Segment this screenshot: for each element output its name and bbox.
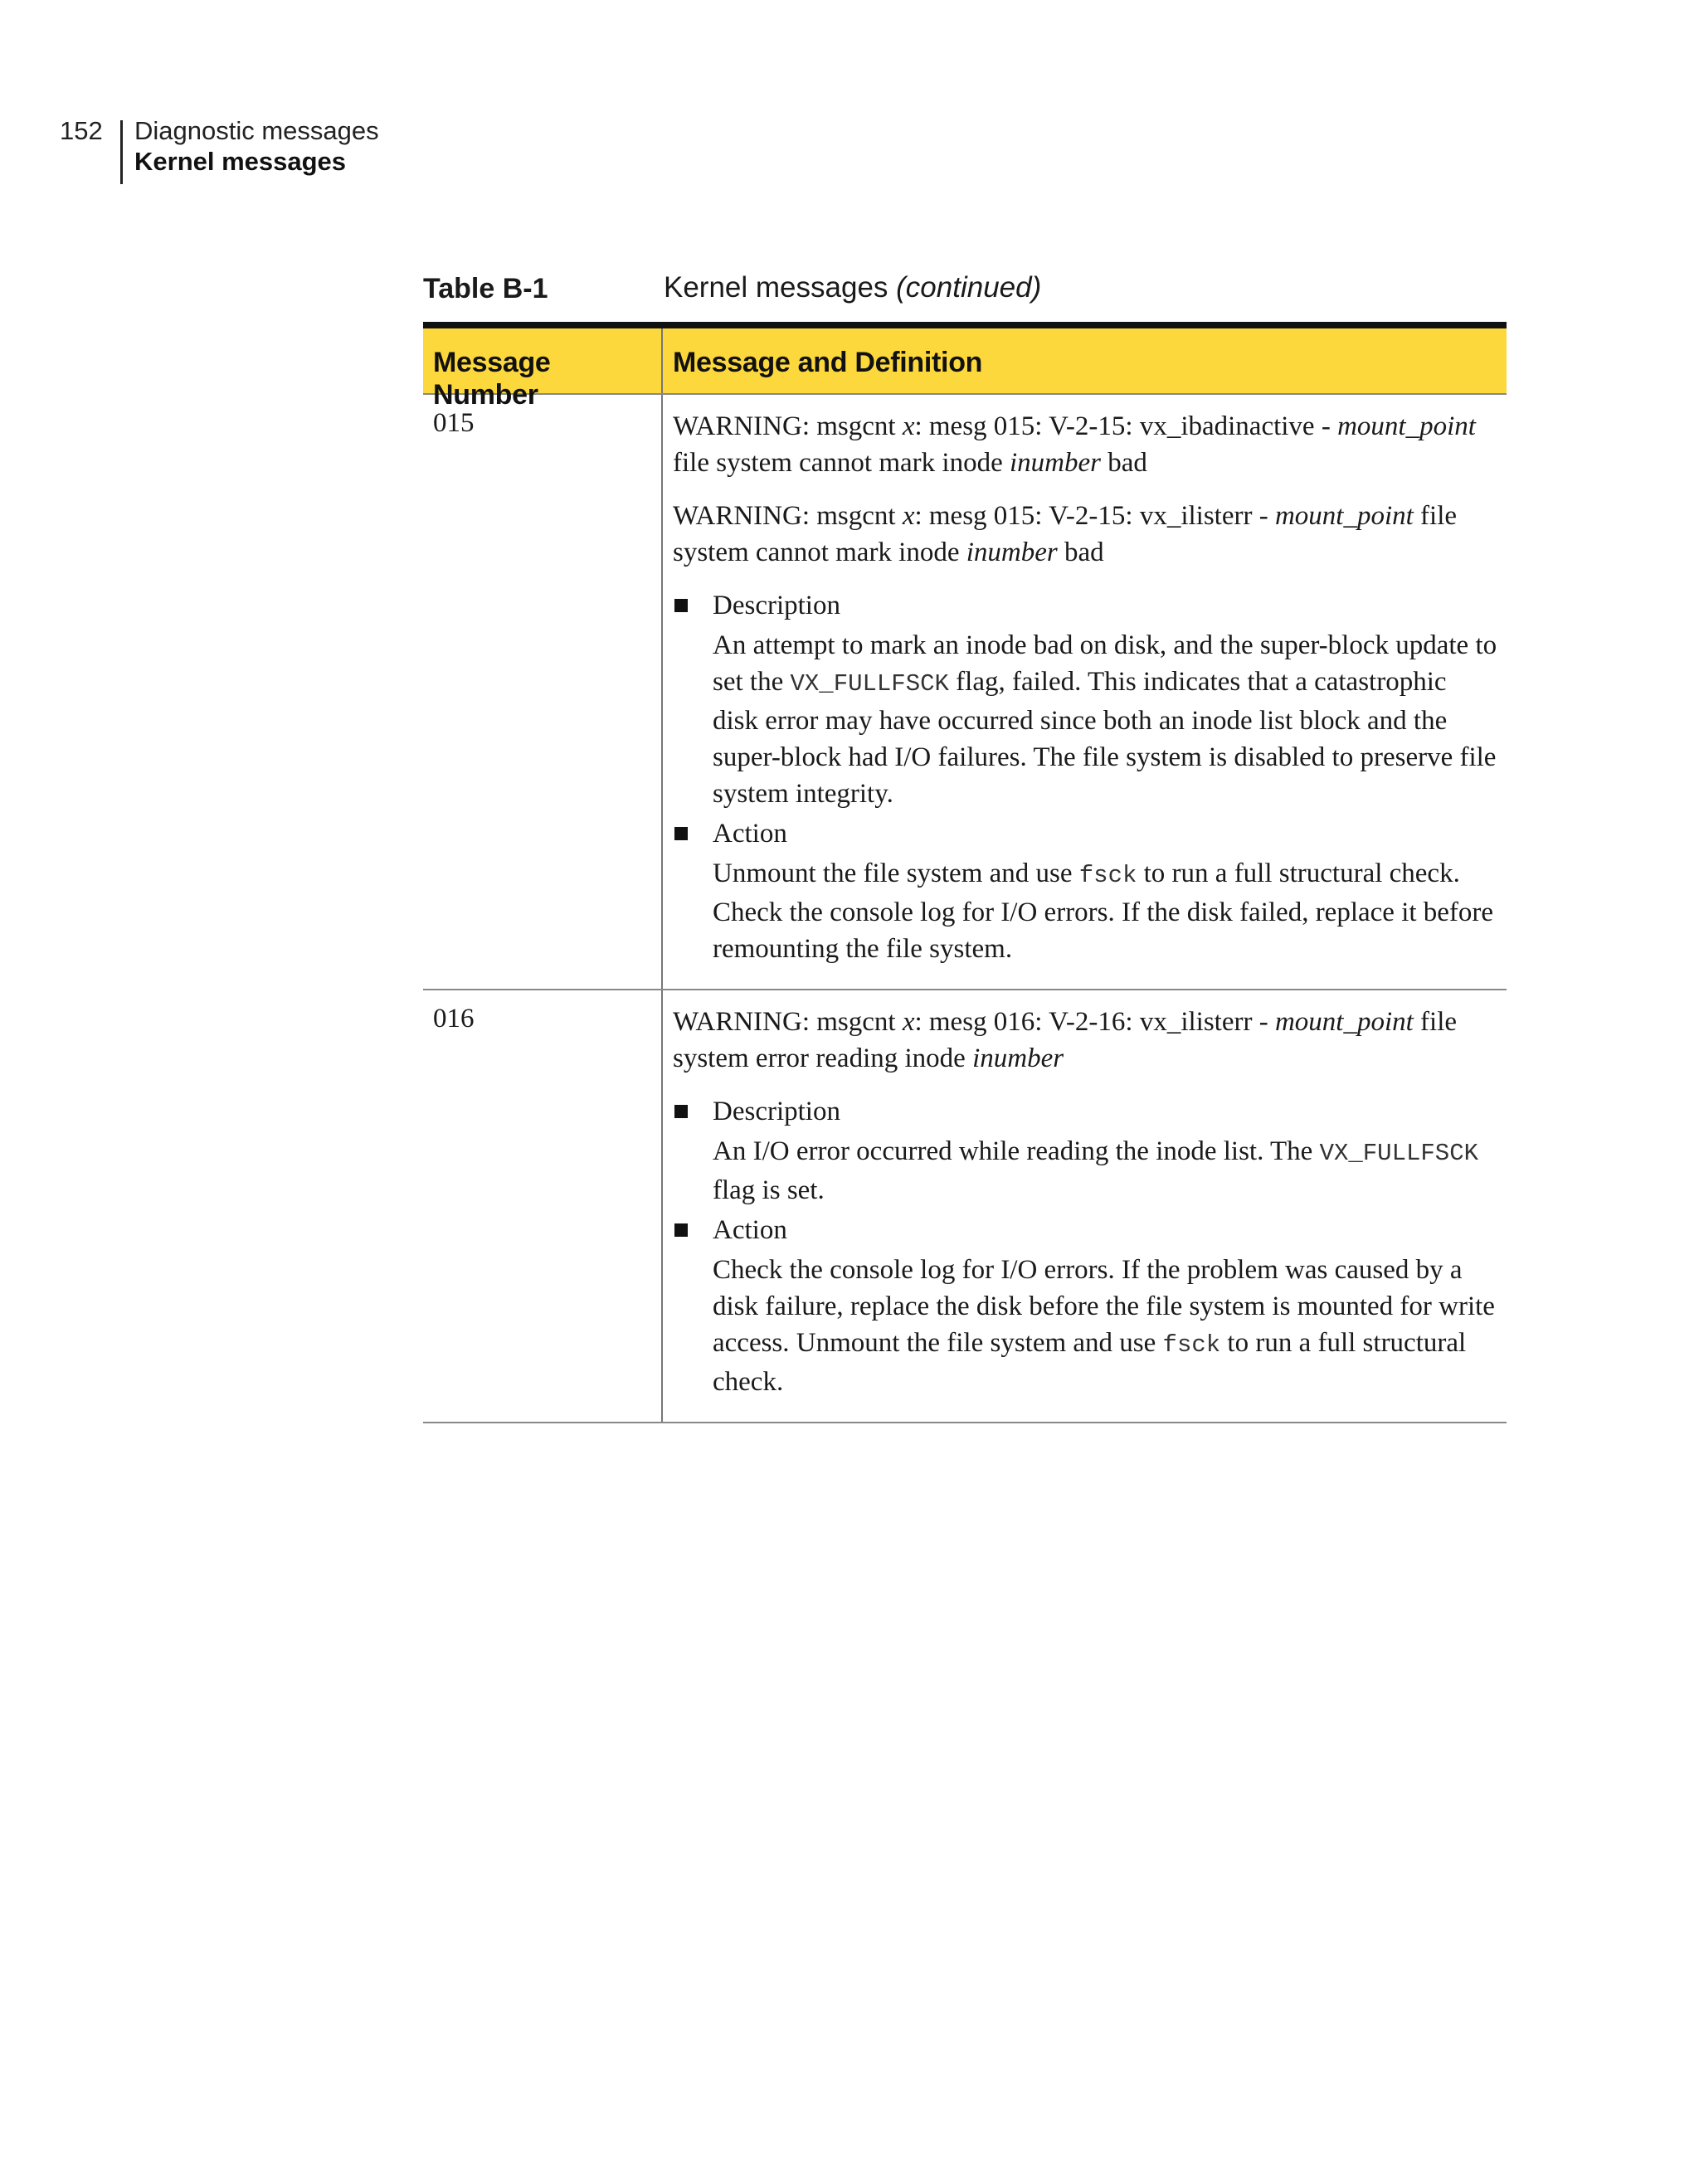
msg-var: x [902, 411, 915, 441]
action-item [673, 815, 1498, 967]
description-item [673, 587, 1498, 812]
msg-text: : mesg 016: V-2-16: vx_ilisterr - [914, 1007, 1275, 1037]
msg-text: file system error reading inode [673, 1007, 1458, 1073]
header-message-number: Message Number [423, 328, 663, 393]
msg-text: WARNING: msgcnt [673, 501, 903, 531]
warning-message [673, 1004, 1498, 1077]
msg-text: WARNING: msgcnt [673, 411, 903, 441]
code-command: fsck [1078, 862, 1137, 889]
action-text-part: to run a full structural check. Check the console log for I/O errors. If the disk failed, replace it before remounting the file system. [713, 859, 1494, 964]
message-definition [663, 990, 1507, 1422]
msg-text: bad [1057, 537, 1104, 567]
desc-text: flag is set. [713, 1175, 825, 1205]
caption-title-text: Kernel messages [664, 271, 888, 304]
msg-text: file system cannot mark inode [673, 448, 1010, 478]
msg-text: : mesg 015: V-2-15: vx_ilisterr - [914, 501, 1275, 531]
msg-var: x [902, 501, 915, 531]
message-definition [663, 395, 1507, 989]
table-caption-title [664, 271, 1041, 304]
msg-text: : mesg 015: V-2-15: vx_ibadinactive - [914, 411, 1338, 441]
action-label: Action [713, 1215, 787, 1245]
description-item [673, 1093, 1498, 1209]
bullet-square-icon [674, 599, 688, 612]
msg-text: WARNING: msgcnt [673, 1007, 903, 1037]
bullet-square-icon [674, 827, 688, 840]
code-command: fsck [1162, 1331, 1221, 1359]
action-item [673, 1212, 1498, 1400]
description-text [713, 1133, 1498, 1209]
message-number: 016 [423, 990, 663, 1422]
action-text-part: to run a full structural check. [713, 1328, 1467, 1397]
msg-var: mount_point [1274, 1007, 1414, 1037]
header-divider [120, 120, 123, 184]
table-header-row [423, 328, 1507, 411]
desc-text: An I/O error occurred while reading the inode list. The [713, 1136, 1320, 1166]
bullet-square-icon [674, 1223, 688, 1237]
table-row [423, 395, 1507, 990]
header-subsection-title: Kernel messages [134, 147, 347, 176]
code-flag: VX_FULLFSCK [1319, 1140, 1478, 1167]
code-flag: VX_FULLFSCK [790, 670, 949, 698]
header-section-title: Diagnostic messages [134, 116, 379, 145]
description-label: Description [713, 591, 840, 620]
page-number: 152 [60, 116, 103, 145]
header-message-definition: Message and Definition [673, 347, 983, 378]
desc-text: flag, failed. This indicates that a catastrophic disk error may have occurred since both an inode list block and the super-block had I/O failures. The file system is disabled to preserve file system integrity. [713, 667, 1497, 809]
msg-var: inumber [972, 1043, 1064, 1073]
warning-message [673, 498, 1498, 571]
table-row [423, 990, 1507, 1423]
msg-var: inumber [1009, 448, 1101, 478]
msg-var: inumber [966, 537, 1058, 567]
msg-var: mount_point [1274, 501, 1414, 531]
bullet-square-icon [674, 1105, 688, 1118]
action-label: Action [713, 819, 787, 849]
table-caption-label: Table B-1 [423, 273, 548, 304]
warning-message [673, 408, 1498, 481]
kernel-messages-table [423, 322, 1507, 1423]
message-number: 015 [423, 395, 663, 989]
table-top-rule [423, 322, 1507, 328]
msg-text: file system cannot mark inode [673, 501, 1458, 567]
description-label: Description [713, 1097, 840, 1126]
action-text-part: Unmount the file system and use [713, 859, 1079, 888]
action-text [713, 1252, 1498, 1400]
description-text [713, 627, 1498, 812]
action-text-part: Check the console log for I/O errors. If the problem was caused by a disk failure, replace the disk before the file system is mounted for write access. Unmount the file system and use [713, 1255, 1495, 1358]
action-text [713, 855, 1498, 967]
msg-var: x [902, 1007, 915, 1037]
desc-text: An attempt to mark an inode bad on disk, and the super-block update to set the [713, 630, 1497, 697]
msg-text: bad [1100, 448, 1147, 478]
caption-continued: (continued) [896, 271, 1042, 304]
msg-var: mount_point [1337, 411, 1476, 441]
